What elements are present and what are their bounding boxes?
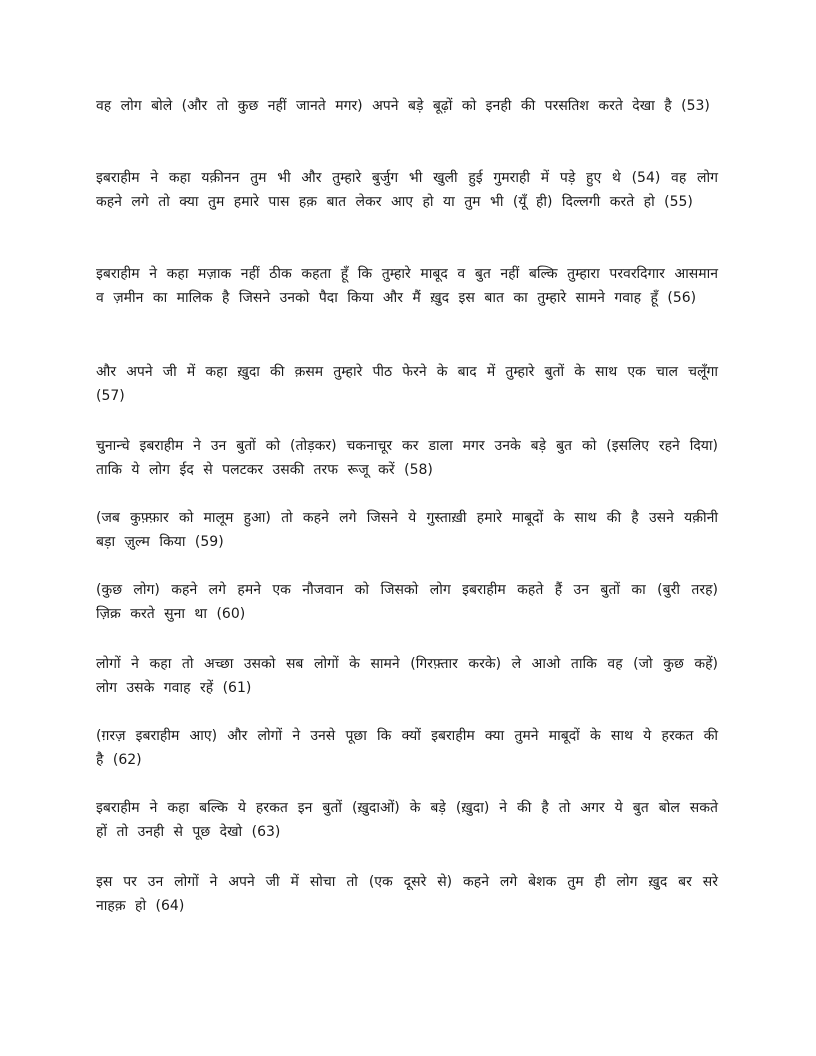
verse-62: (ग़रज़ इबराहीम आए) और लोगों ने उनसे पूछा कि क्यों इबराहीम क्या तुमने माबूदों के साथ ये हरकत की है (62) (96, 728, 718, 768)
verse-57: और अपने जी में कहा ख़ुदा की क़सम तुम्हारे पीठ फेरने के बाद में तुम्हारे बुतों के साथ एक चाल चलूँगा (57) (96, 364, 718, 404)
verse-53: वह लोग बोले (और तो कुछ नहीं जानते मगर) अपने बड़े बूढ़ों को इनही की परसतिश करते देखा है (53) (96, 98, 710, 114)
verse-58: चुनान्चे इबराहीम ने उन बुतों को (तोड़कर) चकनाचूर कर डाला मगर उनके बड़े बुत को (इसलिए रहने दिया) ताकि ये लोग ईद से पलटकर उसकी तरफ रूजू करें (58) (96, 438, 718, 478)
verse-64: इस पर उन लोगों ने अपने जी में सोचा तो (एक दूसरे से) कहने लगे बेशक तुम ही लोग ख़ुद बर सरे नाहक़ हो (64) (96, 874, 718, 914)
verse-63: इबराहीम ने कहा बल्कि ये हरकत इन बुतों (ख़ुदाओं) के बड़े (ख़ुदा) ने की है तो अगर ये बुत बोल सकते हों तो उनही से पूछ देखो (63) (96, 800, 718, 840)
verse-60: (कुछ लोग) कहने लगे हमने एक नौजवान को जिसको लोग इबराहीम कहते हैं उन बुतों का (बुरी तरह) ज़िक्र करते सुना था (60) (96, 582, 718, 622)
verse-54-55: इबराहीम ने कहा यक़ीनन तुम भी और तुम्हारे बुर्जुग भी खुली हुई गुमराही में पड़े हुए थे (54) वह लोग कहने लगे तो क्या तुम हमारे पास हक़ बात लेकर आए हो या तुम भी (यूँ ही) दिल्लगी करते हो (55) (96, 170, 718, 210)
verse-61: लोगों ने कहा तो अच्छा उसको सब लोगों के सामने (गिरफ़्तार करके) ले आओ ताकि वह (जो कुछ कहें) लोग उसके गवाह रहें (61) (96, 656, 718, 696)
verse-59: (जब कुफ़्फ़ार को मालूम हुआ) तो कहने लगे जिसने ये गुस्ताख़ी हमारे माबूदों के साथ की है उसने यक़ीनी बड़ा ज़ुल्म किया (59) (96, 510, 718, 550)
verse-56: इबराहीम ने कहा मज़ाक नहीं ठीक कहता हूँ कि तुम्हारे माबूद व बुत नहीं बल्कि तुम्हारा परवरदिगार आसमान व ज़मीन का मालिक है जिसने उनको पैदा किया और मैं ख़ुद इस बात का तुम्हारे सामने गवाह हूँ (56) (96, 266, 718, 306)
